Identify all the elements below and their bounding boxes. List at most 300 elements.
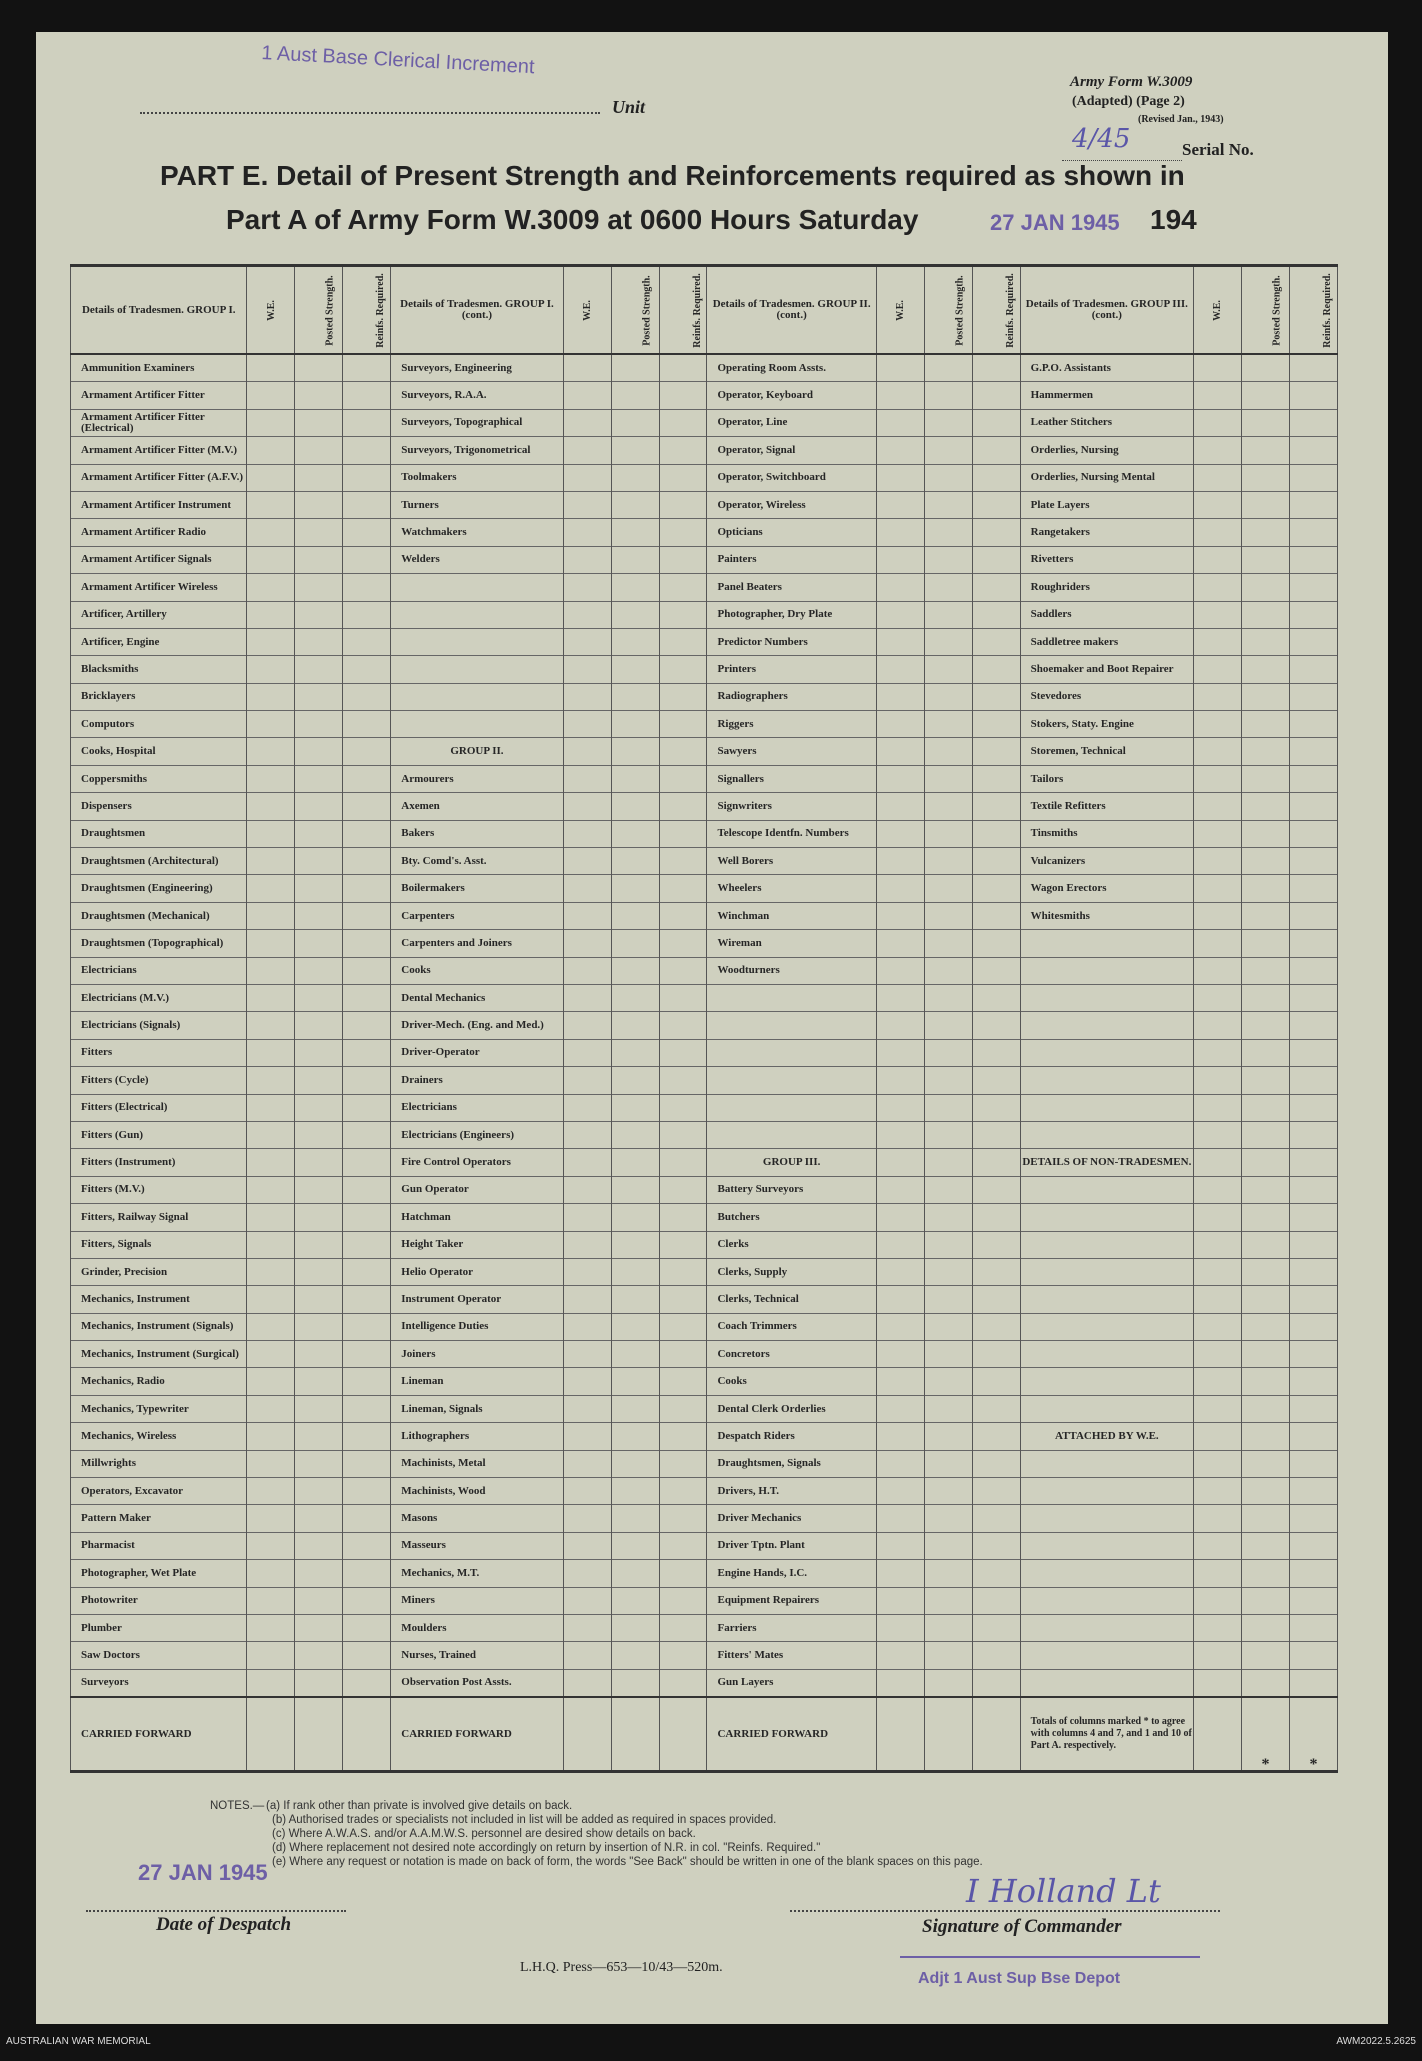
reinfs-cell[interactable] [1289,930,1337,957]
we-cell[interactable] [876,1395,924,1422]
posted-cell[interactable] [1241,930,1289,957]
posted-cell[interactable] [924,1669,972,1697]
reinfs-cell[interactable] [659,1341,707,1368]
posted-cell[interactable] [1241,1121,1289,1148]
we-cell[interactable] [876,1505,924,1532]
posted-cell[interactable] [295,1094,343,1121]
we-cell[interactable] [876,1669,924,1697]
we-cell[interactable] [1194,656,1242,683]
we-cell[interactable] [247,984,295,1011]
reinfs-cell[interactable] [343,848,391,875]
we-cell[interactable] [1194,984,1242,1011]
we-cell[interactable] [876,1587,924,1614]
reinfs-cell[interactable] [343,1532,391,1559]
we-cell[interactable] [563,1532,611,1559]
posted-cell[interactable] [611,1286,659,1313]
we-cell[interactable] [1194,1341,1242,1368]
we-cell[interactable] [1194,765,1242,792]
reinfs-cell[interactable] [343,683,391,710]
reinfs-cell[interactable] [659,1258,707,1285]
we-cell[interactable] [247,491,295,518]
posted-cell[interactable] [924,1532,972,1559]
we-cell[interactable] [247,1176,295,1203]
we-cell[interactable] [876,738,924,765]
reinfs-cell[interactable] [1289,1560,1337,1587]
we-cell[interactable] [1194,354,1242,382]
posted-cell[interactable] [924,1450,972,1477]
we-cell[interactable] [247,354,295,382]
posted-cell[interactable] [295,1587,343,1614]
reinfs-cell[interactable] [659,491,707,518]
posted-cell[interactable] [924,875,972,902]
reinfs-cell[interactable] [1289,1094,1337,1121]
reinfs-cell[interactable] [1289,683,1337,710]
posted-cell[interactable] [924,1067,972,1094]
posted-cell[interactable] [611,1532,659,1559]
reinfs-cell[interactable] [972,711,1020,738]
we-cell[interactable] [1194,1423,1242,1450]
we-cell[interactable] [563,875,611,902]
posted-cell[interactable] [924,793,972,820]
reinfs-cell[interactable] [659,1149,707,1176]
reinfs-cell[interactable] [343,1560,391,1587]
posted-cell[interactable] [1241,902,1289,929]
we-cell[interactable] [1194,1094,1242,1121]
reinfs-cell[interactable] [1289,820,1337,847]
reinfs-cell[interactable] [1289,656,1337,683]
reinfs-cell[interactable] [1289,1450,1337,1477]
we-cell[interactable] [247,1614,295,1641]
reinfs-cell[interactable] [972,1368,1020,1395]
posted-cell[interactable] [1241,1423,1289,1450]
posted-cell[interactable] [1241,1313,1289,1340]
posted-cell[interactable] [611,1587,659,1614]
posted-cell[interactable] [924,1149,972,1176]
we-cell[interactable] [247,1587,295,1614]
posted-cell[interactable] [1241,601,1289,628]
reinfs-cell[interactable] [972,409,1020,436]
posted-cell[interactable] [1241,1669,1289,1697]
posted-cell[interactable] [924,1204,972,1231]
reinfs-cell[interactable] [659,1697,707,1772]
reinfs-cell[interactable] [343,984,391,1011]
posted-cell[interactable] [1241,875,1289,902]
reinfs-cell[interactable] [972,1669,1020,1697]
reinfs-cell[interactable] [972,930,1020,957]
posted-cell[interactable] [924,437,972,464]
reinfs-cell[interactable] [1289,1204,1337,1231]
we-cell[interactable] [1194,1642,1242,1669]
posted-cell[interactable] [924,1478,972,1505]
we-cell[interactable] [247,683,295,710]
we-cell[interactable] [563,1067,611,1094]
we-cell[interactable] [563,1450,611,1477]
posted-cell[interactable] [924,464,972,491]
reinfs-cell[interactable] [1289,902,1337,929]
reinfs-cell[interactable] [343,1697,391,1772]
posted-cell[interactable] [611,793,659,820]
posted-cell[interactable] [611,1176,659,1203]
posted-cell[interactable] [1241,382,1289,409]
posted-cell[interactable] [295,1395,343,1422]
we-cell[interactable] [563,574,611,601]
reinfs-cell[interactable] [659,628,707,655]
reinfs-cell[interactable] [343,1587,391,1614]
reinfs-cell[interactable] [1289,409,1337,436]
posted-cell[interactable] [1241,656,1289,683]
posted-cell[interactable] [1241,1395,1289,1422]
posted-cell[interactable] [611,437,659,464]
we-cell[interactable] [876,793,924,820]
we-cell[interactable] [876,1258,924,1285]
reinfs-cell[interactable] [1289,1587,1337,1614]
reinfs-cell[interactable] [972,1313,1020,1340]
we-cell[interactable] [876,1286,924,1313]
reinfs-cell[interactable] [659,1642,707,1669]
we-cell[interactable] [876,984,924,1011]
reinfs-cell[interactable] [972,848,1020,875]
posted-cell[interactable] [924,1642,972,1669]
we-cell[interactable] [247,1012,295,1039]
we-cell[interactable] [563,1121,611,1148]
posted-cell[interactable] [924,1176,972,1203]
we-cell[interactable] [563,1423,611,1450]
posted-cell[interactable] [924,1094,972,1121]
reinfs-cell[interactable] [343,1204,391,1231]
posted-cell[interactable] [611,820,659,847]
reinfs-cell[interactable] [1289,1258,1337,1285]
posted-cell[interactable] [295,1012,343,1039]
posted-cell[interactable] [295,1532,343,1559]
we-cell[interactable] [1194,1532,1242,1559]
reinfs-cell[interactable] [343,1231,391,1258]
reinfs-cell[interactable] [343,519,391,546]
posted-cell[interactable] [295,1642,343,1669]
we-cell[interactable] [247,1450,295,1477]
posted-cell[interactable] [611,930,659,957]
reinfs-cell[interactable] [1289,1478,1337,1505]
posted-cell[interactable] [611,1478,659,1505]
reinfs-cell[interactable] [659,1614,707,1641]
reinfs-cell[interactable] [972,1478,1020,1505]
reinfs-cell[interactable] [972,464,1020,491]
reinfs-cell[interactable] [972,1642,1020,1669]
posted-cell[interactable] [924,1395,972,1422]
reinfs-cell[interactable] [343,1067,391,1094]
reinfs-cell[interactable] [972,491,1020,518]
posted-cell[interactable] [611,1560,659,1587]
reinfs-cell[interactable] [972,1121,1020,1148]
reinfs-cell[interactable] [659,1532,707,1559]
reinfs-cell[interactable] [343,1505,391,1532]
reinfs-cell[interactable] [972,875,1020,902]
posted-cell[interactable] [295,464,343,491]
reinfs-cell[interactable] [972,1094,1020,1121]
posted-cell[interactable] [1241,984,1289,1011]
reinfs-cell[interactable] [343,902,391,929]
posted-cell[interactable] [924,1614,972,1641]
we-cell[interactable] [876,491,924,518]
we-cell[interactable] [1194,1368,1242,1395]
we-cell[interactable] [1194,382,1242,409]
reinfs-cell[interactable] [343,1341,391,1368]
reinfs-cell[interactable] [972,354,1020,382]
we-cell[interactable] [563,820,611,847]
we-cell[interactable] [563,382,611,409]
we-cell[interactable] [247,409,295,436]
we-cell[interactable] [247,437,295,464]
we-cell[interactable] [563,1341,611,1368]
reinfs-cell[interactable] [659,1176,707,1203]
posted-cell[interactable] [1241,628,1289,655]
reinfs-cell[interactable] [972,820,1020,847]
we-cell[interactable] [247,1313,295,1340]
posted-cell[interactable] [924,984,972,1011]
posted-cell[interactable] [1241,820,1289,847]
posted-cell[interactable] [1241,738,1289,765]
posted-cell[interactable] [1241,1204,1289,1231]
we-cell[interactable] [247,1231,295,1258]
posted-cell[interactable] [1241,1176,1289,1203]
reinfs-cell[interactable] [972,1587,1020,1614]
reinfs-cell[interactable] [972,1204,1020,1231]
posted-cell[interactable] [924,519,972,546]
reinfs-cell[interactable] [343,382,391,409]
posted-cell[interactable] [295,354,343,382]
we-cell[interactable] [1194,930,1242,957]
we-cell[interactable] [876,1341,924,1368]
reinfs-cell[interactable] [343,1478,391,1505]
we-cell[interactable] [876,1697,924,1772]
we-cell[interactable] [563,519,611,546]
posted-cell[interactable] [1241,1505,1289,1532]
posted-cell[interactable] [924,354,972,382]
reinfs-cell[interactable] [659,1505,707,1532]
we-cell[interactable] [876,820,924,847]
reinfs-cell[interactable] [659,1560,707,1587]
posted-cell[interactable] [611,1313,659,1340]
reinfs-cell[interactable] [972,1231,1020,1258]
we-cell[interactable] [1194,1258,1242,1285]
reinfs-cell[interactable] [1289,1423,1337,1450]
reinfs-cell[interactable] [1289,628,1337,655]
reinfs-cell[interactable] [1289,1121,1337,1148]
reinfs-cell[interactable] [1289,601,1337,628]
we-cell[interactable] [1194,1149,1242,1176]
we-cell[interactable] [247,848,295,875]
we-cell[interactable] [247,1121,295,1148]
we-cell[interactable] [563,683,611,710]
reinfs-cell[interactable] [343,930,391,957]
we-cell[interactable] [563,930,611,957]
posted-cell[interactable] [611,546,659,573]
posted-cell[interactable] [924,848,972,875]
we-cell[interactable] [563,765,611,792]
reinfs-cell[interactable] [972,1423,1020,1450]
posted-cell[interactable] [611,574,659,601]
posted-cell[interactable] [611,354,659,382]
we-cell[interactable] [563,1669,611,1697]
we-cell[interactable] [247,519,295,546]
posted-cell[interactable] [295,656,343,683]
we-cell[interactable] [563,1039,611,1066]
reinfs-cell[interactable] [1289,1642,1337,1669]
reinfs-cell[interactable] [1289,1395,1337,1422]
posted-cell[interactable] [611,1231,659,1258]
we-cell[interactable] [247,1505,295,1532]
we-cell[interactable] [1194,437,1242,464]
posted-cell[interactable] [611,1614,659,1641]
we-cell[interactable] [876,930,924,957]
posted-cell[interactable] [295,1614,343,1641]
posted-cell[interactable] [924,1587,972,1614]
we-cell[interactable] [563,1697,611,1772]
reinfs-cell[interactable] [659,1012,707,1039]
we-cell[interactable] [563,848,611,875]
reinfs-cell[interactable] [343,1039,391,1066]
reinfs-cell[interactable] [1289,1313,1337,1340]
posted-cell[interactable] [924,1313,972,1340]
posted-cell[interactable] [295,902,343,929]
reinfs-cell[interactable] [1289,546,1337,573]
posted-cell[interactable] [295,1176,343,1203]
we-cell[interactable] [876,1423,924,1450]
reinfs-cell[interactable] [1289,1231,1337,1258]
posted-cell[interactable] [295,382,343,409]
posted-cell[interactable] [924,546,972,573]
we-cell[interactable] [563,409,611,436]
we-cell[interactable] [876,409,924,436]
we-cell[interactable] [247,793,295,820]
posted-cell[interactable] [611,683,659,710]
posted-cell[interactable] [924,711,972,738]
posted-cell[interactable] [295,1450,343,1477]
posted-cell[interactable] [611,464,659,491]
reinfs-cell[interactable] [343,1450,391,1477]
reinfs-cell[interactable] [659,1121,707,1148]
reinfs-cell[interactable] [972,1395,1020,1422]
posted-cell[interactable] [1241,1560,1289,1587]
we-cell[interactable] [247,574,295,601]
we-cell[interactable] [876,464,924,491]
reinfs-cell[interactable] [659,656,707,683]
reinfs-cell[interactable] [659,437,707,464]
posted-cell[interactable] [295,957,343,984]
posted-cell[interactable] [611,656,659,683]
reinfs-cell[interactable] [343,1313,391,1340]
reinfs-cell[interactable] [1289,793,1337,820]
reinfs-cell[interactable] [659,902,707,929]
posted-cell[interactable] [611,1204,659,1231]
reinfs-cell[interactable] [972,546,1020,573]
reinfs-cell[interactable] [343,765,391,792]
we-cell[interactable] [247,464,295,491]
posted-cell[interactable] [1241,711,1289,738]
reinfs-cell[interactable] [659,546,707,573]
we-cell[interactable] [563,1478,611,1505]
posted-cell[interactable] [1241,1368,1289,1395]
we-cell[interactable] [876,519,924,546]
reinfs-cell[interactable] [1289,1176,1337,1203]
reinfs-cell[interactable] [659,382,707,409]
posted-cell[interactable] [611,382,659,409]
posted-cell[interactable] [295,574,343,601]
posted-cell[interactable] [611,1368,659,1395]
we-cell[interactable] [1194,1067,1242,1094]
posted-cell[interactable] [295,848,343,875]
posted-cell[interactable] [924,491,972,518]
posted-cell[interactable] [295,1368,343,1395]
reinfs-cell[interactable] [343,656,391,683]
reinfs-cell[interactable] [659,1231,707,1258]
we-cell[interactable] [247,628,295,655]
we-cell[interactable] [247,875,295,902]
reinfs-cell[interactable] [1289,738,1337,765]
reinfs-cell[interactable] [343,875,391,902]
posted-cell[interactable] [924,1012,972,1039]
reinfs-cell[interactable] [972,1149,1020,1176]
we-cell[interactable] [247,546,295,573]
we-cell[interactable] [247,820,295,847]
posted-cell[interactable] [611,875,659,902]
posted-cell[interactable] [295,491,343,518]
posted-cell[interactable] [611,1505,659,1532]
reinfs-cell[interactable] [659,793,707,820]
reinfs-cell[interactable] [1289,1149,1337,1176]
we-cell[interactable] [1194,628,1242,655]
reinfs-cell[interactable] [1289,354,1337,382]
we-cell[interactable] [247,1039,295,1066]
posted-cell[interactable] [924,628,972,655]
we-cell[interactable] [1194,409,1242,436]
reinfs-cell[interactable] [343,1258,391,1285]
we-cell[interactable] [876,1039,924,1066]
reinfs-cell[interactable] [659,574,707,601]
posted-cell[interactable] [295,793,343,820]
we-cell[interactable] [247,1697,295,1772]
reinfs-cell[interactable] [659,984,707,1011]
posted-cell[interactable] [295,519,343,546]
reinfs-cell[interactable] [972,738,1020,765]
posted-cell[interactable] [924,1286,972,1313]
reinfs-cell[interactable] [972,902,1020,929]
we-cell[interactable] [1194,1176,1242,1203]
we-cell[interactable] [563,464,611,491]
reinfs-cell[interactable] [1289,1505,1337,1532]
reinfs-cell[interactable] [343,1368,391,1395]
reinfs-cell[interactable] [343,546,391,573]
we-cell[interactable] [876,656,924,683]
we-cell[interactable] [876,957,924,984]
we-cell[interactable] [1194,1505,1242,1532]
we-cell[interactable] [876,1478,924,1505]
we-cell[interactable] [1194,848,1242,875]
reinfs-cell[interactable] [1289,464,1337,491]
posted-cell[interactable] [1241,464,1289,491]
reinfs-cell[interactable] [659,1587,707,1614]
posted-cell[interactable] [295,1067,343,1094]
reinfs-cell[interactable] [343,437,391,464]
reinfs-cell[interactable] [343,464,391,491]
posted-cell[interactable] [1241,683,1289,710]
reinfs-cell[interactable] [1289,875,1337,902]
posted-cell[interactable] [924,1039,972,1066]
reinfs-cell[interactable] [1289,765,1337,792]
posted-cell[interactable] [295,409,343,436]
reinfs-cell[interactable] [343,409,391,436]
posted-cell[interactable] [611,1149,659,1176]
posted-cell[interactable] [295,1121,343,1148]
